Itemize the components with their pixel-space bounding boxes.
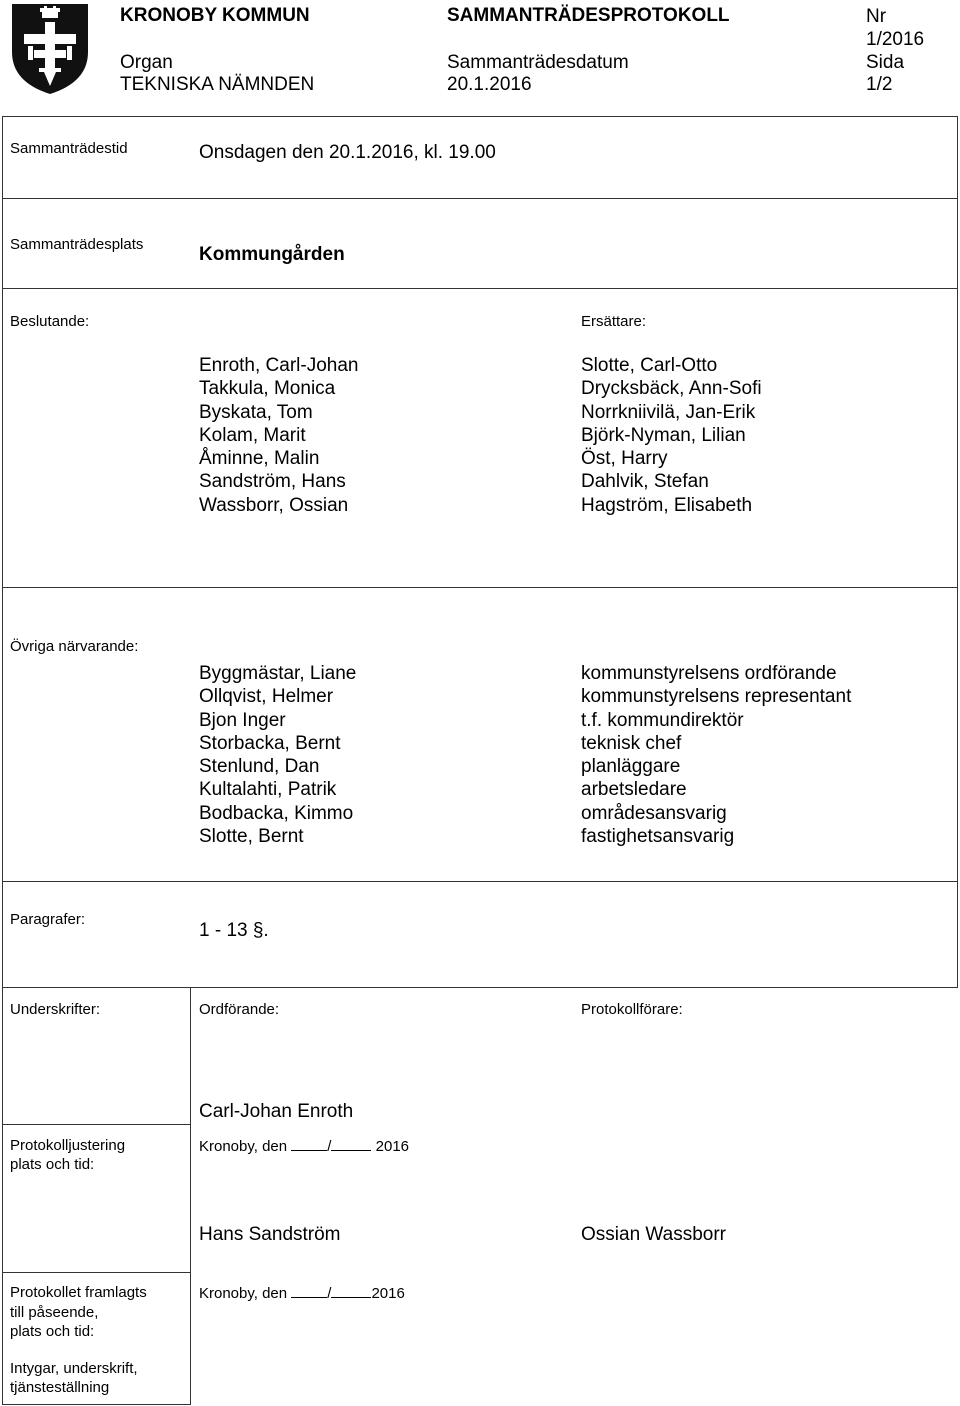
list-item: Drycksbäck, Ann-Sofi <box>581 378 762 400</box>
list-item: Dahlvik, Stefan <box>581 471 709 493</box>
meeting-place-label: Sammanträdesplats <box>10 236 144 253</box>
page-label: Sida <box>866 52 905 73</box>
list-item: Stenlund, Dan <box>199 756 320 778</box>
list-item: Kolam, Marit <box>199 424 306 446</box>
members-list <box>199 354 358 517</box>
adjustment-place-date: Kronoby, den / 2016 <box>199 1138 410 1155</box>
list-item: områdesansvarig <box>581 802 727 824</box>
municipality-name: KRONOBY KOMMUN <box>120 5 310 26</box>
substitutes-label: Ersättare: <box>581 313 647 330</box>
signature-column-divider <box>190 987 191 1405</box>
list-item: planläggare <box>581 756 681 778</box>
others-roles-list <box>581 662 851 848</box>
month-blank <box>331 1136 371 1151</box>
list-item: Sandström, Hans <box>199 471 346 493</box>
divider <box>2 288 958 289</box>
presented-place-date: Kronoby, den / 2016 <box>199 1285 405 1302</box>
list-item: Norrkniivilä, Jan-Erik <box>581 401 756 423</box>
list-item: Björk-Nyman, Lilian <box>581 424 746 446</box>
list-item: Hagström, Elisabeth <box>581 494 753 516</box>
list-item: kommunstyrelsens representant <box>581 686 852 708</box>
list-item: Wassborr, Ossian <box>199 494 349 516</box>
list-item: Storbacka, Bernt <box>199 732 341 754</box>
divider <box>2 1272 190 1273</box>
adjustment-label: Protokolljustering plats och tid: <box>10 1137 126 1173</box>
list-item: Bodbacka, Kimmo <box>199 802 354 824</box>
form-right-border <box>957 116 958 988</box>
list-item: Byggmästar, Liane <box>199 663 357 684</box>
divider <box>2 987 958 988</box>
divider <box>2 1124 190 1125</box>
list-item: t.f. kommundirektör <box>581 709 744 731</box>
decision-makers-label: Beslutande: <box>10 313 90 330</box>
list-item: teknisk chef <box>581 732 682 754</box>
list-item: Bjon Inger <box>199 709 286 731</box>
form-bottom-border <box>2 1404 190 1405</box>
nr-label: Nr <box>866 6 887 27</box>
paragraphs-label: Paragrafer: <box>10 911 86 928</box>
day-blank <box>291 1283 327 1298</box>
form-top-border <box>2 116 958 117</box>
list-item: arbetsledare <box>581 779 687 801</box>
nr-value: 1/2016 <box>866 29 925 50</box>
form-left-border <box>2 116 3 1405</box>
chair-label: Ordförande: <box>199 1001 280 1018</box>
list-item: fastighetsansvarig <box>581 826 735 848</box>
divider <box>2 587 958 588</box>
list-item: Ollqvist, Helmer <box>199 686 334 708</box>
meeting-date-value: 20.1.2016 <box>447 74 532 95</box>
month-blank <box>331 1283 371 1298</box>
list-item: Byskata, Tom <box>199 401 313 423</box>
adjuster-2-name: Ossian Wassborr <box>581 1224 726 1245</box>
adjuster-1-name: Hans Sandström <box>199 1224 341 1245</box>
signatures-label: Underskrifter: <box>10 1001 101 1018</box>
page-value: 1/2 <box>866 74 893 95</box>
others-present-label: Övriga närvarande: <box>10 638 139 655</box>
secretary-label: Protokollförare: <box>581 1001 683 1018</box>
list-item: Åminne, Malin <box>199 448 320 470</box>
list-item: Enroth, Carl-Johan <box>199 355 359 376</box>
presented-label: Protokollet framlagts till påseende, plats och tid: <box>10 1284 147 1340</box>
list-item: Öst, Harry <box>581 448 668 470</box>
list-item: Kultalahti, Patrik <box>199 779 337 801</box>
certificate-label: Intygar, underskrift, tjänsteställning <box>10 1360 138 1396</box>
list-item: Takkula, Monica <box>199 378 336 400</box>
meeting-time-value: Onsdagen den 20.1.2016, kl. 19.00 <box>199 142 496 163</box>
meeting-place-value: Kommungården <box>199 244 345 265</box>
divider <box>2 881 958 882</box>
list-item: kommunstyrelsens ordförande <box>581 663 837 684</box>
others-names-list <box>199 662 356 848</box>
list-item: Slotte, Carl-Otto <box>581 355 718 376</box>
divider <box>2 198 958 199</box>
organ-label: Organ <box>120 52 173 73</box>
day-blank <box>291 1136 327 1151</box>
paragraphs-value: 1 - 13 §. <box>199 920 269 941</box>
document-type: SAMMANTRÄDESPROTOKOLL <box>447 5 730 26</box>
list-item: Slotte, Bernt <box>199 826 304 848</box>
chair-name: Carl-Johan Enroth <box>199 1101 354 1122</box>
substitutes-list <box>581 354 762 517</box>
meeting-date-label: Sammanträdesdatum <box>447 52 629 73</box>
coat-of-arms-logo <box>10 2 90 96</box>
organ-value: TEKNISKA NÄMNDEN <box>120 74 315 95</box>
meeting-time-label: Sammanträdestid <box>10 140 128 157</box>
